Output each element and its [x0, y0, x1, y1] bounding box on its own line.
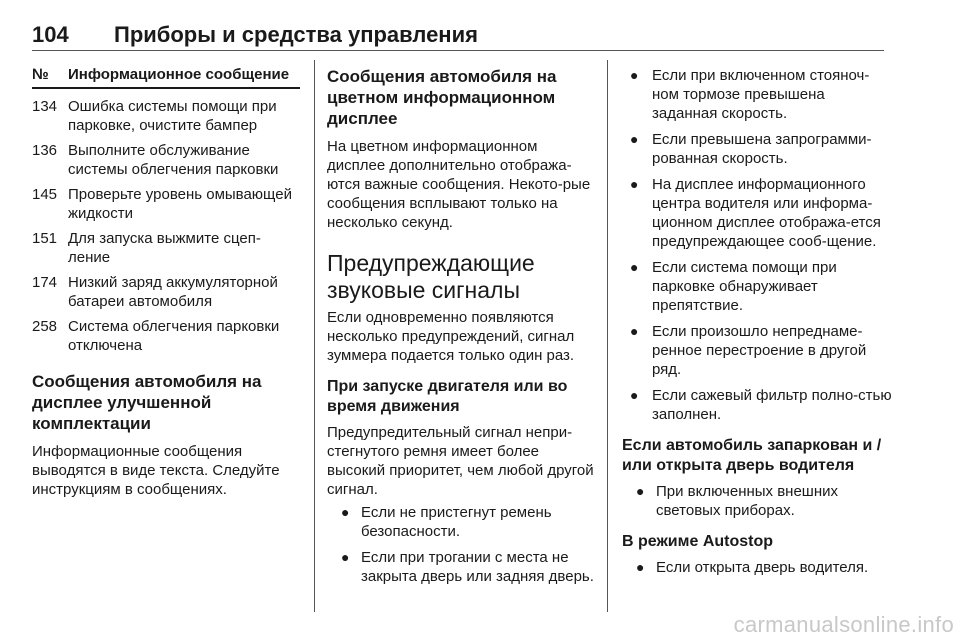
- list-item-text: Если произошло непреднаме-ренное перестроение в другой ряд.: [652, 323, 867, 378]
- table-row: [32, 273, 300, 311]
- chapter-title: Приборы и средства управления: [114, 22, 478, 47]
- bullet-icon: ●: [630, 131, 639, 147]
- page-header: [32, 6, 884, 48]
- list-item: [622, 175, 892, 251]
- column-left: [32, 60, 300, 499]
- subheading-parked: Если автомобиль запаркован и / или открыта дверь водителя: [622, 437, 882, 474]
- column-right: [622, 60, 892, 584]
- bullet-icon: ●: [630, 176, 639, 192]
- list-item-text: Если не пристегнут ремень безопасности.: [361, 504, 552, 540]
- section-heading-warning-chimes: Предупреждающие звуковые сигналы: [327, 250, 535, 303]
- message-number: 145: [32, 186, 58, 203]
- list-item-text: Если система помощи при парковке обнаруживает препятствие.: [652, 259, 837, 314]
- list-item-text: Если при включенном стояноч-ном тормозе превышена заданная скорость.: [652, 67, 870, 122]
- table-row: [32, 229, 300, 267]
- column-divider-2: [607, 60, 608, 612]
- bullet-icon: ●: [636, 559, 645, 575]
- message-number: 134: [32, 98, 58, 115]
- list-item-text: Если открыта дверь водителя.: [656, 559, 869, 576]
- bullet-icon: ●: [341, 549, 350, 565]
- page-number: 104: [32, 22, 69, 47]
- paragraph-enhanced-display: Информационные сообщения выводятся в виде текста. Следуйте инструкциям в сообщениях.: [32, 443, 280, 498]
- list-item-text: Если сажевый фильтр полно-стью заполнен.: [652, 387, 892, 423]
- list-item-text: На дисплее информационного центра водителя или информа-ционном дисплее отобража-ется предупреждающее сооб-щение.: [652, 176, 881, 250]
- table-row: [32, 185, 300, 223]
- list-item: [622, 482, 892, 520]
- bullet-icon: ●: [630, 67, 639, 83]
- table-row: [32, 141, 300, 179]
- bullet-icon: ●: [341, 504, 350, 520]
- list-item: [327, 503, 595, 541]
- bullet-icon: ●: [636, 483, 645, 499]
- paragraph-warning-chimes: Если одновременно появляются несколько предупреждений, сигнал зуммера подается только один раз.: [327, 309, 575, 364]
- message-text: Система облегчения парковки отключена: [68, 318, 280, 354]
- message-number: 174: [32, 274, 58, 291]
- table-header-message: Информационное сообщение: [68, 66, 290, 83]
- header-divider: [32, 50, 884, 51]
- message-text: Выполните обслуживание системы облегчения парковки: [68, 142, 279, 178]
- message-text: Для запуска выжмите сцеп-ление: [68, 230, 261, 266]
- bullet-icon: ●: [630, 387, 639, 403]
- bullet-list-parked: [622, 482, 892, 520]
- message-text: Ошибка системы помощи при парковке, очистите бампер: [68, 98, 277, 134]
- paragraph-seatbelt-priority: Предупредительный сигнал непри-стегнутого ремня имеет более высокий приоритет, чем любой другой сигнал.: [327, 424, 594, 498]
- message-number: 151: [32, 230, 58, 247]
- table-header: [32, 60, 300, 89]
- bullet-list-autostop: [622, 558, 892, 577]
- subheading-engine-start: При запуске двигателя или во время движения: [327, 378, 568, 415]
- bullet-icon: ●: [630, 259, 639, 275]
- column-middle: [327, 60, 595, 593]
- list-item: [327, 548, 595, 586]
- paragraph-color-display: На цветном информационном дисплее дополнительно отобража-ются важные сообщения. Некото-рые сообщения всплывают только на несколько секунд.: [327, 138, 591, 231]
- list-item: [622, 258, 892, 315]
- bullet-list-engine-start: [327, 503, 595, 586]
- list-item: [622, 130, 892, 168]
- message-number: 136: [32, 142, 58, 159]
- list-item-text: Если при трогании с места не закрыта дверь или задняя дверь.: [361, 549, 594, 585]
- bullet-list-driving: [622, 66, 892, 424]
- message-text: Проверьте уровень омывающей жидкости: [68, 186, 292, 222]
- table-row: [32, 317, 300, 355]
- list-item: [622, 66, 892, 123]
- list-item-text: При включенных внешних световых приборах.: [656, 483, 839, 519]
- table-row: [32, 97, 300, 135]
- message-text: Низкий заряд аккумуляторной батареи автомобиля: [68, 274, 278, 310]
- section-heading-color-display: Сообщения автомобиля на цветном информационном дисплее: [327, 67, 557, 128]
- message-number: 258: [32, 318, 58, 335]
- section-heading-enhanced-display: Сообщения автомобиля на дисплее улучшенной комплектации: [32, 372, 262, 433]
- list-item-text: Если превышена запрограмми-рованная скорость.: [652, 131, 872, 167]
- table-header-number: №: [32, 66, 49, 83]
- column-divider-1: [314, 60, 315, 612]
- bullet-icon: ●: [630, 323, 639, 339]
- subheading-autostop: В режиме Autostop: [622, 533, 774, 550]
- table-body: [32, 97, 300, 355]
- list-item: [622, 558, 892, 577]
- list-item: [622, 322, 892, 379]
- list-item: [622, 386, 892, 424]
- watermark-text: carmanualsonline.info: [733, 612, 954, 637]
